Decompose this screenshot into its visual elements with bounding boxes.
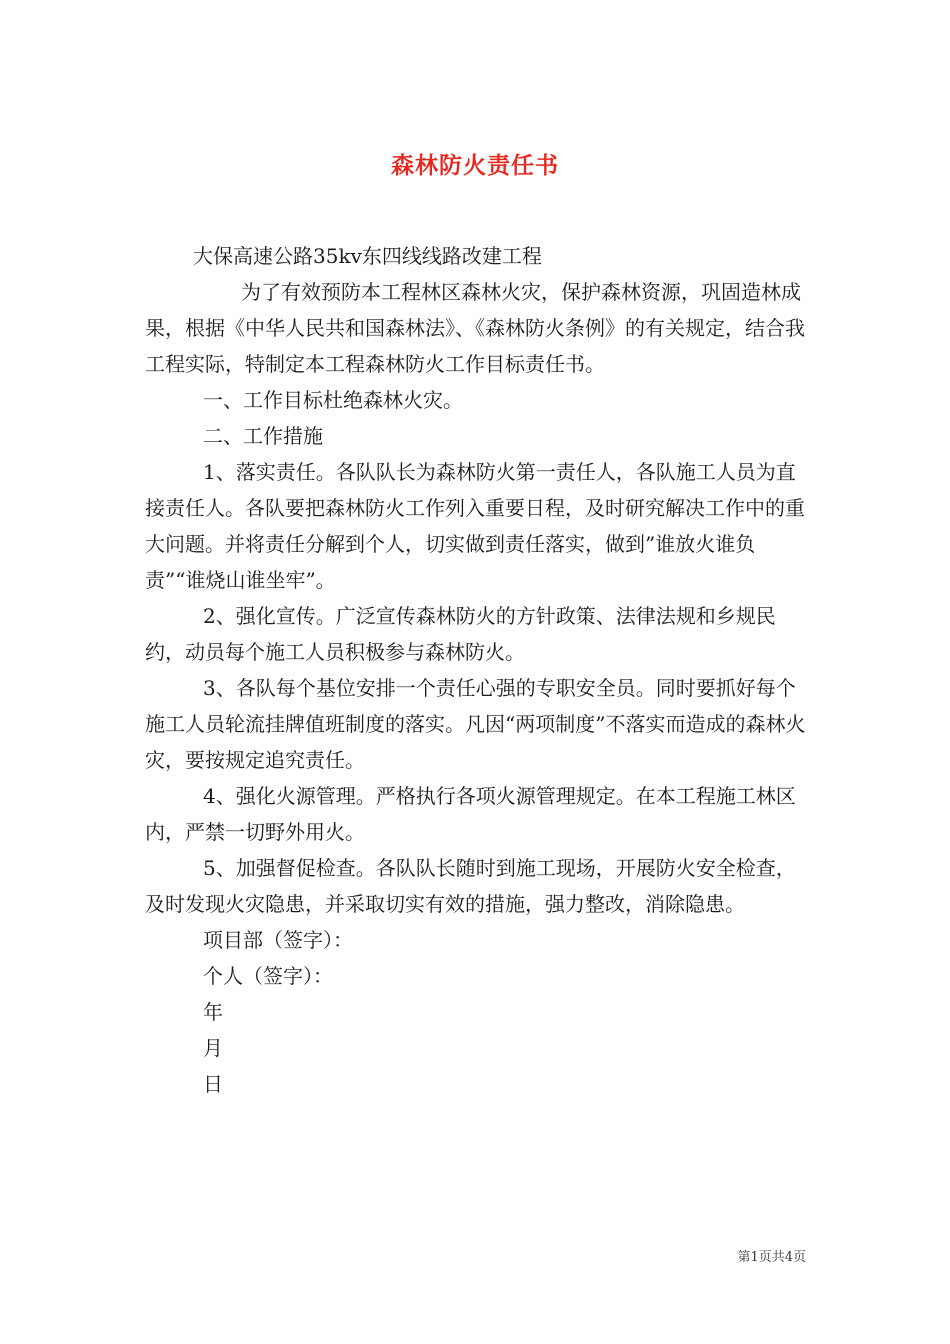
date-day-label: 日	[203, 1072, 223, 1096]
measure-item: 1、落实责任。各队队长为森林防火第一责任人，各队施工人员为直接责任人。各队要把森林防火工作列入重要日程，及时研究解决工作中的重大问题。并将责任分解到个人，切实做到责任落实，做到”谁放火谁负责”“谁烧山谁坐牢”。	[145, 460, 805, 592]
document-title: 森林防火责任书	[391, 152, 559, 180]
date-year-label: 年	[203, 1000, 223, 1024]
project-name: 大保高速公路35kv东四线线路改建工程	[193, 244, 542, 268]
intro-paragraph: 为了有效预防本工程林区森林火灾，保护森林资源，巩固造林成果，根据《中华人民共和国森林法》、《森林防火条例》的有关规定，结合我工程实际，特制定本工程森林防火工作目标责任书。	[145, 280, 805, 376]
section-measures-heading: 二、工作措施	[203, 424, 323, 448]
person-signature-label: 个人（签字）：	[203, 964, 333, 988]
measure-item: 4、强化火源管理。严格执行各项火源管理规定。在本工程施工林区内，严禁一切野外用火。	[145, 784, 796, 844]
section-goal: 一、工作目标杜绝森林火灾。	[203, 388, 463, 412]
document-body	[145, 238, 815, 1102]
measure-item: 5、加强督促检查。各队队长随时到施工现场，开展防火安全检查，及时发现火灾隐患，并采取切实有效的措施，强力整改，消除隐患。	[145, 856, 796, 916]
dept-signature-label: 项目部（签字）：	[203, 928, 353, 952]
measure-item: 2、强化宣传。广泛宣传森林防火的方针政策、法律法规和乡规民约，动员每个施工人员积极参与森林防火。	[145, 604, 776, 664]
date-month-label: 月	[203, 1036, 223, 1060]
page-number: 第1页共4页	[737, 1250, 806, 1265]
measure-item: 3、各队每个基位安排一个责任心强的专职安全员。同时要抓好每个施工人员轮流挂牌值班制度的落实。凡因“两项制度”不落实而造成的森林火灾，要按规定追究责任。	[145, 676, 806, 772]
